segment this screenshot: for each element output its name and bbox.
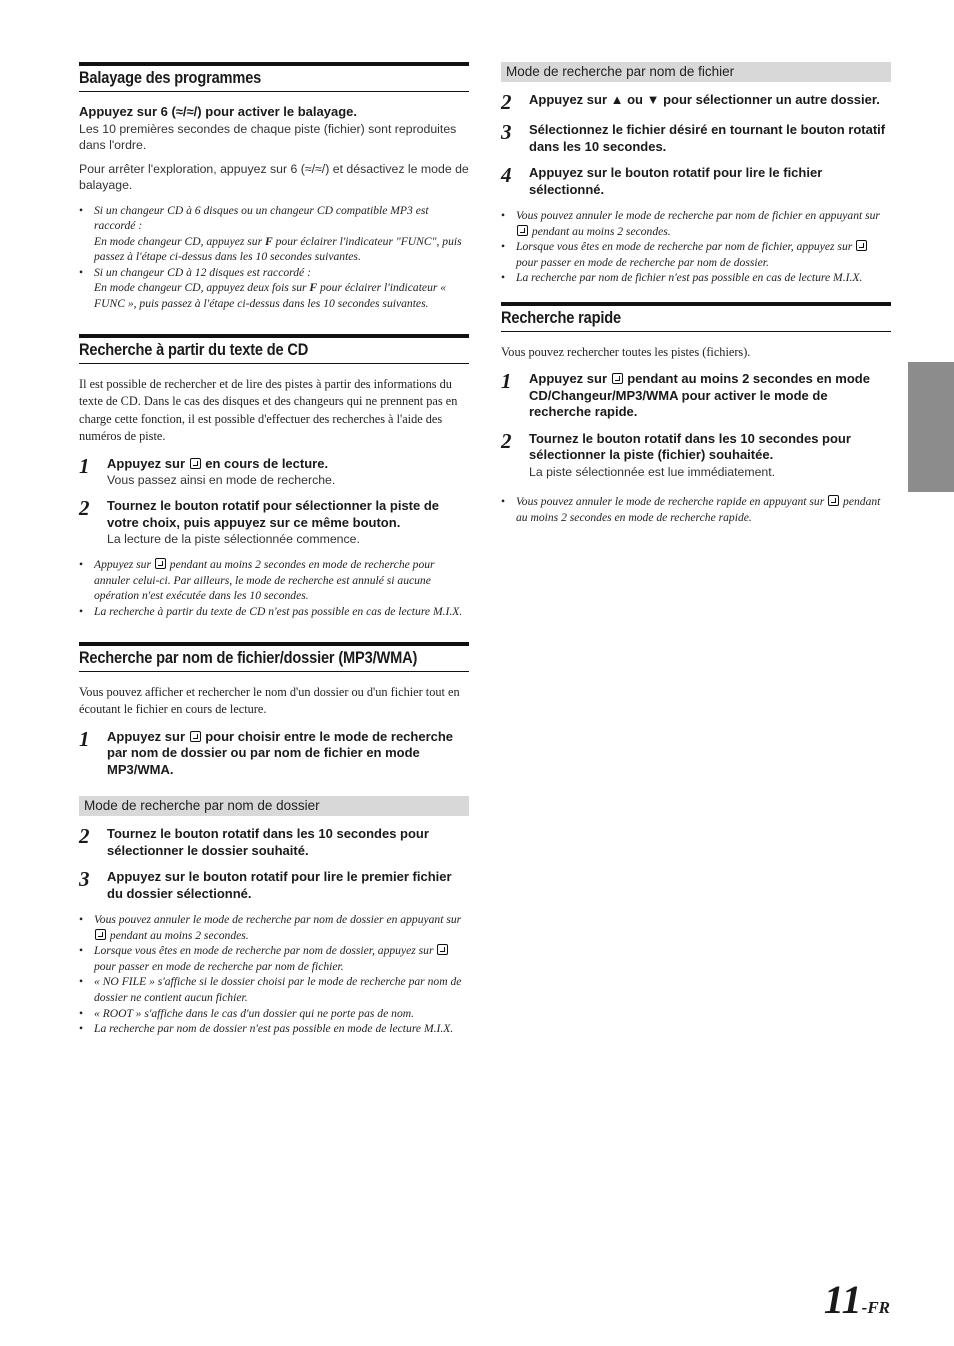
text: . [396,514,401,530]
control-name: bouton rotatif [203,869,288,885]
text: en cours de lecture. [201,455,329,471]
scan-instruction [79,104,469,121]
note-item [501,208,891,239]
key-label: F [309,281,318,295]
text: pendant au moins 2 secondes en mode CD/Changeur/MP3/WMA pour activer le mode de recherche rapide. [529,371,870,420]
step-instruction [529,165,891,198]
text: pour lire le fichier sélectionné. [529,165,823,197]
note-item [79,943,469,974]
text: Lorsque vous êtes en mode de recherche par nom de fichier, appuyez sur [516,240,856,254]
note-item: • La recherche par nom de fichier n'est pas possible en cas de lecture M.I.X. [501,270,891,286]
text: pour activer le balayage. [201,104,357,119]
text: En mode changeur CD, appuyez deux fois sur [94,281,310,295]
note-item [501,239,891,270]
note-text [94,234,469,265]
notes-list [79,203,469,312]
step-number: 1 [79,453,90,478]
text: pour éclairer l'indicateur « FUNC », puis passez à l'étape ci-dessus dans les 10 secondes suivantes. [94,281,447,311]
text: Tournez le [107,826,175,842]
text: pendant au moins 2 secondes en mode de recherche rapide. [516,494,881,524]
intro-paragraph: Vous pouvez rechercher toutes les pistes (fichiers). [501,344,751,359]
step-result: Vous passez ainsi en mode de recherche. [107,473,336,488]
text: pour sélectionner un autre dossier. [659,92,880,107]
search-button-icon [95,929,106,940]
text: dans les 10 secondes. [529,138,667,154]
step-2 [79,826,469,859]
note-text: • Si un changeur CD à 12 disques est raccordé : [94,265,311,279]
note-item: • La recherche à partir du texte de CD n'est pas possible en cas de lecture M.I.X. [79,604,469,620]
notes-list [501,494,891,525]
text: Vous pouvez annuler le mode de recherche par nom de dossier en appuyant sur [94,913,462,927]
note-item [501,494,891,525]
note-item: • « NO FILE » s'affiche si le dossier choisi par le mode de recherche par nom de dossier ne contient aucun fichier. [79,974,469,1005]
step-number: 2 [501,428,512,453]
text: Appuyez sur [79,104,161,119]
text: Pour arrêter l'exploration, appuyez sur [79,161,291,176]
text: ) [197,104,202,119]
text: pendant au moins 2 secondes. [107,928,249,942]
step-instruction [107,729,469,779]
notes-list [79,912,469,1037]
text: pour lire le premier fichier du dossier sélectionné. [107,869,452,901]
text: dans les 10 secondes pour sélectionner le dossier souhaité. [107,826,429,858]
button-label: 6 ( [160,104,176,119]
step-instruction [529,92,891,109]
text: pour éclairer l'indicateur "FUNC", puis passez à l'étape ci-dessus dans les 10 secondes suivantes. [94,234,462,264]
page-language-suffix: -FR [861,1298,890,1317]
step-number: 3 [501,120,512,144]
paragraph [79,161,469,193]
intro-paragraph: Vous pouvez afficher et rechercher le nom d'un dossier ou d'un fichier tout en écoutant le fichier en cours de lecture. [79,684,460,717]
text: Lorsque vous êtes en mode de recherche par nom de dossier, appuyez sur [94,944,437,958]
step-number: 2 [79,496,90,521]
text: Vous pouvez annuler le mode de recherche par nom de fichier en appuyant sur [516,209,880,222]
step-instruction [107,869,469,902]
note-item [79,265,469,312]
note-text [94,280,469,311]
section-title: Recherche rapide [501,307,621,327]
text: pour sélectionner la piste de votre choix, puis appuyez sur ce [107,498,440,530]
control-name: même bouton [311,514,397,530]
step-number: 3 [79,867,90,892]
step-instruction [107,456,469,473]
search-button-icon [437,944,448,955]
search-button-icon [517,225,528,236]
step-instruction [529,371,891,421]
control-name: bouton rotatif [800,122,886,137]
section-tab-marker [908,362,954,492]
search-button-icon [190,731,201,742]
text: En mode changeur CD, appuyez sur [94,234,265,248]
section-heading-scan [79,62,469,92]
text: et désactivez le mode de balayage. [79,161,469,192]
step-3 [501,122,891,155]
text: pendant au moins 2 secondes. [529,224,671,238]
text: pour passer en mode de recherche par nom de fichier. [94,959,344,973]
step-instruction [107,498,469,531]
search-button-icon [155,558,166,569]
step-number: 1 [79,726,90,751]
step-number: 2 [79,824,90,849]
section-title: Balayage des programmes [79,68,262,87]
button-label: 6 ( [290,161,305,176]
step-result: La piste sélectionnée est lue immédiatement. [529,464,776,479]
text: Appuyez sur [107,455,189,471]
text: pendant au moins 2 secondes en mode de recherche pour annuler celui-ci. Par ailleurs, le mode de recherche est annulé si aucune opération n'est exécutée dans les 10 secondes. [94,558,435,603]
step-instruction [529,431,891,464]
note-item [79,557,469,604]
step-number: 2 [501,90,512,114]
section-heading-quick-search [501,302,891,332]
search-button-icon [828,495,839,506]
section-heading-cd-text [79,334,469,364]
note-item [79,203,469,265]
control-name: bouton rotatif [596,430,682,446]
text: Appuyez sur le [107,869,204,885]
search-button-icon [856,240,867,251]
step-2 [501,92,891,112]
page-number-value: 11 [823,1277,862,1322]
up-arrow-icon: ▲ [610,92,624,107]
step-1 [79,453,469,489]
scan-symbol-icon: ≈/≈/ [304,161,326,176]
scan-symbol-icon: ≈/≈/ [175,104,198,119]
search-button-icon [612,373,623,384]
step-2 [501,428,891,480]
step-number: 1 [501,369,512,394]
note-item: • « ROOT » s'affiche dans le cas d'un dossier qui ne porte pas de nom. [79,1006,469,1022]
text: Vous pouvez annuler le mode de recherche rapide en appuyant sur [516,494,828,508]
step-1 [501,371,891,421]
text: Appuyez sur [529,371,611,387]
left-column [79,62,469,1037]
section-title: Recherche à partir du texte de CD [79,339,309,359]
control-name: bouton rotatif [174,826,260,842]
step-instruction [529,122,891,155]
note-text: • Si un changeur CD à 6 disques ou un changeur CD compatible MP3 est raccordé : [94,203,429,233]
key-label: F [265,234,273,248]
search-button-icon [190,458,201,469]
text: ) [325,161,330,176]
page-number [824,1276,890,1323]
text: Tournez le [107,498,175,514]
text: Appuyez sur [107,728,189,744]
control-name: bouton rotatif [625,165,710,180]
text: Appuyez sur [94,558,154,572]
text: Sélectionnez le fichier désiré en tournant le [529,122,801,137]
step-number: 4 [501,163,512,187]
note-item: • La recherche par nom de dossier n'est pas possible en mode de lecture M.I.X. [79,1021,469,1037]
step-1 [79,726,469,779]
section-title: Recherche par nom de fichier/dossier (MP3/WMA) [79,647,418,667]
intro-paragraph: Il est possible de rechercher et de lire des pistes à partir des informations du texte de CD. Dans le cas des disques et des changeurs qui ne prennent pas en charge cette fonction, il est possible d'effectuer des recherches à l'aide des numéros de piste. [79,376,458,444]
note-item [79,912,469,943]
notes-list [501,208,891,286]
control-name: bouton rotatif [174,498,260,514]
text: ou [623,92,647,107]
step-result: La lecture de la piste sélectionnée commence. [107,532,360,547]
text: Tournez le [529,430,597,446]
step-2 [79,498,469,547]
down-arrow-icon: ▼ [646,92,660,107]
step-4 [501,165,891,198]
notes-list [79,557,469,619]
right-column [501,62,891,525]
step-3 [79,869,469,902]
text: dans les 10 secondes pour sélectionner la piste (fichier) souhaitée. [529,430,851,463]
section-heading-file-folder [79,642,469,672]
subheading-folder-mode: Mode de recherche par nom de dossier [79,796,469,816]
paragraph: Les 10 premières secondes de chaque piste (fichier) sont reproduites dans l'ordre. [79,121,457,152]
text: pour passer en mode de recherche par nom de dossier. [516,255,769,269]
text: Appuyez sur le [529,165,626,180]
subheading-file-mode: Mode de recherche par nom de fichier [501,62,891,82]
text: pour choisir entre le mode de recherche par nom de dossier ou par nom de fichier en mode MP3/WMA. [107,728,454,777]
step-instruction [107,826,469,859]
text: Appuyez sur [529,92,611,107]
